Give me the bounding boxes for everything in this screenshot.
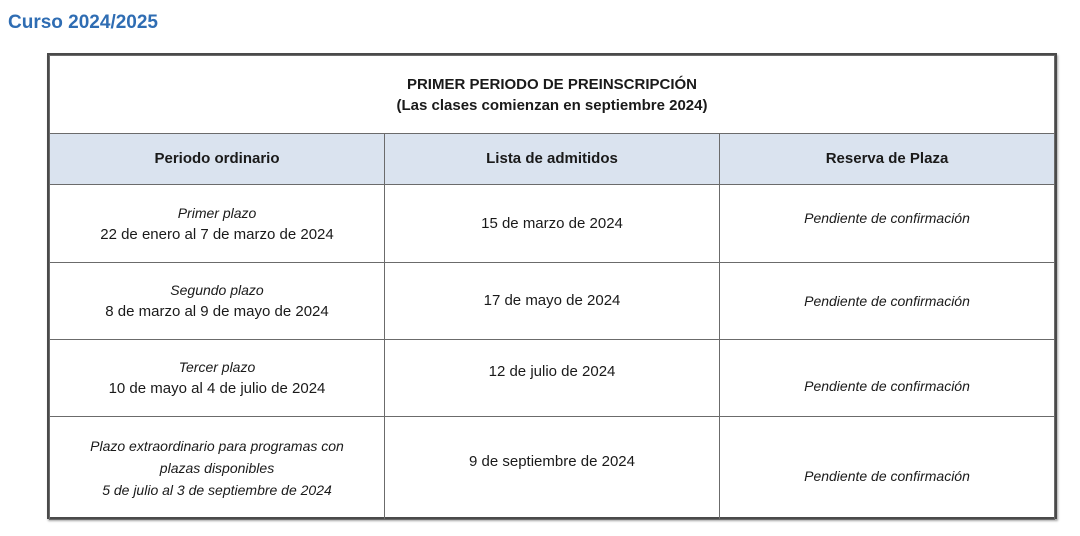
reservation-status: Pendiente de confirmación — [804, 293, 970, 309]
period-name-line2: plazas disponibles — [159, 460, 275, 476]
reservation-cell — [720, 185, 1055, 263]
period-cell — [50, 417, 385, 520]
period-cell — [50, 340, 385, 417]
period-cell — [50, 263, 385, 340]
period-dates: 22 de enero al 7 de marzo de 2024 — [100, 225, 334, 243]
reservation-status: Pendiente de confirmación — [804, 468, 970, 484]
admitted-list-date: 15 de marzo de 2024 — [481, 214, 623, 232]
reservation-status: Pendiente de confirmación — [804, 378, 970, 394]
period-name: Primer plazo — [177, 204, 257, 221]
table-row — [50, 417, 1055, 520]
page-title: Curso 2024/2025 — [8, 12, 158, 33]
period-name: Tercer plazo — [178, 359, 256, 375]
column-header-periodo: Periodo ordinario — [50, 134, 385, 185]
column-header-reserva: Reserva de Plaza — [720, 134, 1055, 185]
table-header-row — [50, 134, 1055, 185]
table-subtitle: (Las clases comienzan en septiembre 2024) — [396, 96, 708, 114]
table-row — [50, 340, 1055, 417]
table-row — [50, 263, 1055, 340]
reservation-cell — [720, 340, 1055, 417]
reservation-cell — [720, 417, 1055, 520]
table-title-cell — [50, 56, 1055, 134]
preinscription-table-container — [47, 53, 1057, 519]
reservation-status: Pendiente de confirmación — [804, 209, 970, 226]
table-title-row — [50, 56, 1055, 134]
admitted-list-date: 9 de septiembre de 2024 — [469, 453, 635, 470]
reservation-cell — [720, 263, 1055, 340]
admitted-list-cell — [385, 417, 720, 520]
admitted-list-cell — [385, 263, 720, 340]
admitted-list-date: 12 de julio de 2024 — [488, 363, 616, 380]
preinscription-table — [49, 55, 1055, 520]
table-title: PRIMER PERIODO DE PREINSCRIPCIÓN — [406, 75, 698, 93]
table-row — [50, 185, 1055, 263]
period-dates: 5 de julio al 3 de septiembre de 2024 — [102, 482, 332, 498]
column-header-lista: Lista de admitidos — [385, 134, 720, 185]
period-dates: 8 de marzo al 9 de mayo de 2024 — [105, 303, 329, 320]
admitted-list-cell — [385, 185, 720, 263]
admitted-list-cell — [385, 340, 720, 417]
period-dates: 10 de mayo al 4 de julio de 2024 — [108, 380, 326, 397]
period-name: Segundo plazo — [170, 282, 264, 298]
period-cell — [50, 185, 385, 263]
admitted-list-date: 17 de mayo de 2024 — [483, 292, 621, 309]
period-name-line1: Plazo extraordinario para programas con — [90, 438, 344, 454]
